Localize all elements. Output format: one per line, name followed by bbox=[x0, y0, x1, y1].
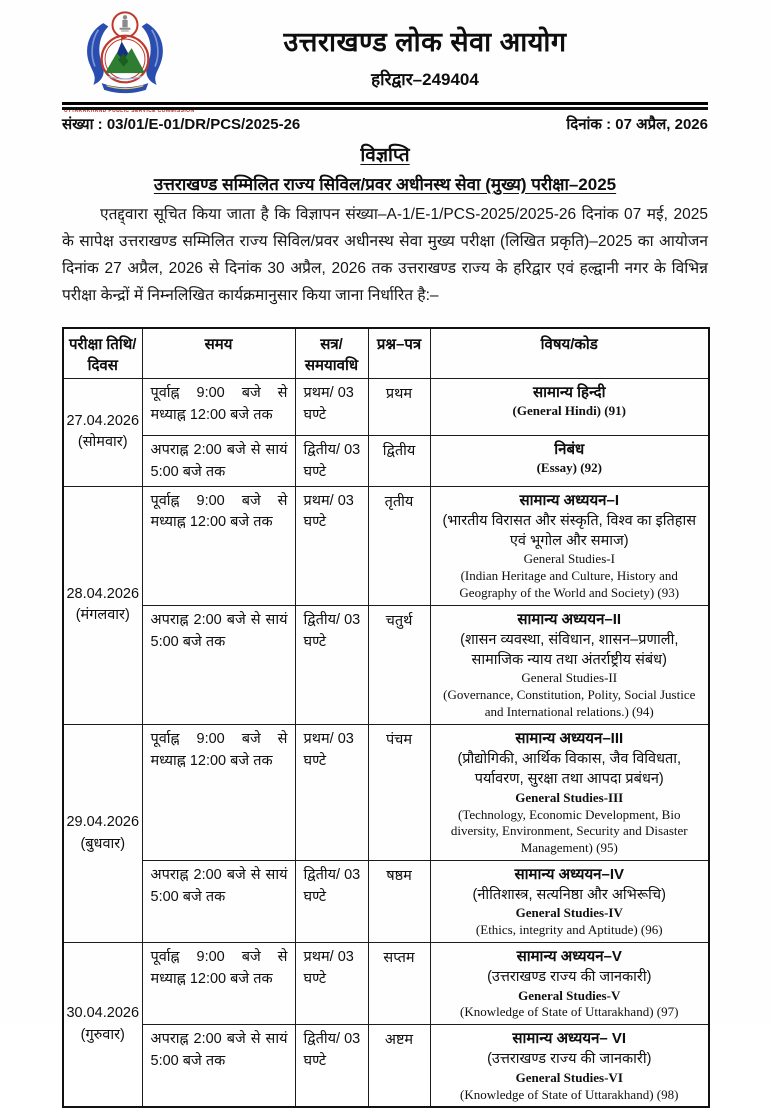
time-cell: अपराह्न 2:00 बजे से सायं 5:00 बजे तक bbox=[142, 861, 295, 943]
subject-hindi-title: सामान्य अध्ययन– VI bbox=[512, 1030, 627, 1048]
subject-english-title: General Studies-VI bbox=[515, 1069, 623, 1085]
table-row bbox=[63, 861, 709, 943]
paper-cell: सप्तम bbox=[368, 943, 430, 1025]
subject-english-title: General Studies-I bbox=[523, 551, 615, 567]
schedule-table bbox=[62, 327, 710, 1108]
paper-cell: द्वितीय bbox=[368, 436, 430, 487]
exam-date: 30.04.2026 bbox=[66, 1005, 140, 1022]
session-cell: द्वितीय/ 03 घण्टे bbox=[295, 1025, 368, 1108]
reference-line bbox=[62, 114, 708, 134]
session-cell: प्रथम/ 03 घण्टे bbox=[295, 379, 368, 436]
table-row bbox=[63, 943, 709, 1025]
session-cell: प्रथम/ 03 घण्टे bbox=[295, 725, 368, 861]
subject-hindi-desc: (शासन व्यवस्था, संविधान, शासन–प्रणाली, सामाजिक न्याय तथा अंतर्राष्ट्रीय संबंध) bbox=[460, 631, 679, 669]
paper-cell: षष्ठम bbox=[368, 861, 430, 943]
issue-date: दिनांक : 07 अप्रैल, 2026 bbox=[566, 116, 708, 133]
subject-cell bbox=[430, 861, 709, 943]
session-cell: प्रथम/ 03 घण्टे bbox=[295, 943, 368, 1025]
col-header-subject: विषय/कोड bbox=[430, 328, 709, 379]
exam-date-cell bbox=[63, 486, 142, 725]
col-header-session: सत्र/ समयावधि bbox=[295, 328, 368, 379]
subject-english-desc: (Governance, Constitution, Polity, Social Justice and International relations.) (94) bbox=[443, 687, 696, 720]
table-row bbox=[63, 1025, 709, 1108]
subject-hindi-title: सामान्य अध्ययन–II bbox=[517, 610, 622, 628]
subject-hindi-title: निबंध bbox=[554, 441, 585, 458]
exam-date-cell bbox=[63, 725, 142, 943]
subject-english-desc: (Technology, Economic Development, Bio diversity, Environment, Security and Disaster Management) (95) bbox=[450, 806, 688, 856]
exam-date-cell bbox=[63, 379, 142, 487]
paper-cell: तृतीय bbox=[368, 486, 430, 605]
schedule-table-wrap bbox=[62, 327, 709, 1108]
session-cell: द्वितीय/ 03 घण्टे bbox=[295, 861, 368, 943]
session-cell: द्वितीय/ 03 घण्टे bbox=[295, 436, 368, 487]
subject-hindi-desc: (भारतीय विरासत और संस्कृति, विश्व का इतिहास एवं भूगोल और समाज) bbox=[442, 512, 697, 549]
time-cell: पूर्वाह्न 9:00 बजे से मध्याह्न 12:00 बजे तक bbox=[142, 379, 295, 436]
subject-cell bbox=[430, 605, 709, 724]
exam-date-cell bbox=[63, 943, 142, 1108]
subject-hindi-title: सामान्य अध्ययन–I bbox=[519, 491, 619, 509]
subject-cell bbox=[430, 1025, 709, 1108]
notice-body: एतद्द्वारा सूचित किया जाता है कि विज्ञापन संख्या–A-1/E-1/PCS-2025/2025-26 दिनांक 07 मई, 2025 के सापेक्ष उत्तराखण्ड सम्मिलित राज्य सिविल/प्रवर अधीनस्थ सेवा मुख्य परीक्षा (लिखित प्रकृति)–2025 का आयोजन दिनांक 27 अप्रैल, 2026 से दिनांक 30 अप्रैल, 2026 तक उत्तराखण्ड राज्य के हरिद्वार एवं हल्द्वानी नगर के विभिन्न परीक्षा केन्द्रों में निम्नलिखित कार्यक्रमानुसार किया जाना निर्धारित है:– bbox=[62, 206, 708, 304]
ref-number: संख्या : 03/01/E-01/DR/PCS/2025-26 bbox=[62, 116, 301, 133]
logo-caption: UTTARAKHAND PUBLIC SERVICE COMMISSION bbox=[64, 108, 195, 114]
table-row bbox=[63, 379, 709, 436]
notice-heading: विज्ञप्ति bbox=[360, 145, 410, 166]
subject-cell bbox=[430, 379, 709, 436]
exam-title: उत्तराखण्ड सम्मिलित राज्य सिविल/प्रवर अधीनस्थ सेवा (मुख्य) परीक्षा–2025 bbox=[153, 175, 617, 194]
exam-day: (गुरुवार) bbox=[80, 1026, 125, 1043]
subject-cell bbox=[430, 943, 709, 1025]
subject-hindi-desc: (उत्तराखण्ड राज्य की जानकारी) bbox=[487, 969, 652, 986]
subject-english-desc: (Ethics, integrity and Aptitude) (96) bbox=[475, 922, 663, 938]
masthead bbox=[130, 22, 720, 90]
paper-cell: चतुर्थ bbox=[368, 605, 430, 724]
header-divider bbox=[62, 102, 708, 110]
table-row bbox=[63, 486, 709, 605]
subject-english-title: General Studies-II bbox=[521, 670, 618, 686]
subject-cell bbox=[430, 725, 709, 861]
time-cell: अपराह्न 2:00 बजे से सायं 5:00 बजे तक bbox=[142, 436, 295, 487]
subject-english-title: (Essay) (92) bbox=[536, 460, 602, 475]
subject-hindi-desc: (उत्तराखण्ड राज्य की जानकारी) bbox=[487, 1051, 652, 1068]
exam-date: 27.04.2026 bbox=[66, 412, 140, 429]
subject-english-title: General Studies-V bbox=[518, 987, 621, 1003]
exam-day: (सोमवार) bbox=[77, 434, 128, 451]
subject-english-title: (General Hindi) (91) bbox=[512, 403, 626, 418]
table-row bbox=[63, 605, 709, 724]
subject-hindi-title: सामान्य अध्ययन–V bbox=[516, 948, 622, 966]
session-cell: द्वितीय/ 03 घण्टे bbox=[295, 605, 368, 724]
time-cell: अपराह्न 2:00 बजे से सायं 5:00 बजे तक bbox=[142, 1025, 295, 1108]
col-header-time: समय bbox=[142, 328, 295, 379]
time-cell: पूर्वाह्न 9:00 बजे से मध्याह्न 12:00 बजे तक bbox=[142, 486, 295, 605]
session-cell: प्रथम/ 03 घण्टे bbox=[295, 486, 368, 605]
exam-date: 28.04.2026 bbox=[66, 585, 140, 602]
subject-english-title: General Studies-IV bbox=[515, 905, 623, 921]
table-row bbox=[63, 436, 709, 487]
subject-english-title: General Studies-III bbox=[515, 789, 624, 805]
exam-day: (मंगलवार) bbox=[75, 607, 130, 624]
col-header-date: परीक्षा तिथि/ दिवस bbox=[63, 328, 142, 379]
subject-hindi-desc: (प्रौद्योगिकी, आर्थिक विकास, जैव विविधता, पर्यावरण, सुरक्षा तथा आपदा प्रबंधन) bbox=[457, 751, 682, 788]
time-cell: पूर्वाह्न 9:00 बजे से मध्याह्न 12:00 बजे तक bbox=[142, 943, 295, 1025]
org-name: उत्तराखण्ड लोक सेवा आयोग bbox=[283, 27, 567, 57]
paper-cell: अष्टम bbox=[368, 1025, 430, 1108]
table-row bbox=[63, 725, 709, 861]
paper-cell: पंचम bbox=[368, 725, 430, 861]
col-header-paper: प्रश्न–पत्र bbox=[368, 328, 430, 379]
subject-cell bbox=[430, 486, 709, 605]
table-header-row bbox=[63, 328, 709, 379]
subject-english-desc: (Indian Heritage and Culture, History and Geography of the World and Society) (93) bbox=[459, 567, 680, 600]
subject-hindi-title: सामान्य अध्ययन–IV bbox=[514, 866, 624, 884]
time-cell: अपराह्न 2:00 बजे से सायं 5:00 बजे तक bbox=[142, 605, 295, 724]
subject-hindi-title: सामान्य अध्ययन–III bbox=[515, 730, 624, 748]
subject-english-desc: (Knowledge of State of Uttarakhand) (97) bbox=[460, 1004, 679, 1020]
time-cell: पूर्वाह्न 9:00 बजे से मध्याह्न 12:00 बजे तक bbox=[142, 725, 295, 861]
subject-english-desc: (Knowledge of State of Uttarakhand) (98) bbox=[460, 1086, 679, 1102]
paper-cell: प्रथम bbox=[368, 379, 430, 436]
subject-cell bbox=[430, 436, 709, 487]
subject-hindi-desc: (नीतिशास्त्र, सत्यनिष्ठा और अभिरूचि) bbox=[472, 887, 666, 904]
org-location: हरिद्वार–249404 bbox=[371, 70, 479, 89]
exam-day: (बुधवार) bbox=[80, 835, 126, 852]
subject-hindi-title: सामान्य हिन्दी bbox=[532, 384, 606, 401]
exam-date: 29.04.2026 bbox=[66, 813, 140, 830]
